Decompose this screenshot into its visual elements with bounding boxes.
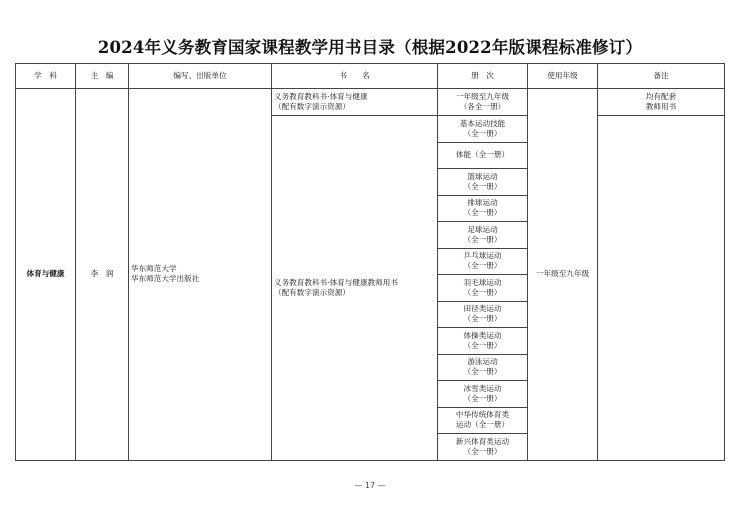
volume-cell: [438, 434, 528, 461]
volume-line: 中华传统体育类: [455, 410, 510, 419]
remark-cell-empty: [598, 116, 725, 461]
volume-line: 游泳运动: [467, 357, 498, 366]
book-name-cell: [272, 89, 438, 116]
page-number: — 17 —: [354, 481, 386, 490]
volume-cell: [438, 301, 528, 328]
grade-cell: 一年级至九年级: [528, 89, 598, 461]
volume-cell: [438, 222, 528, 249]
volume-line: 篮球运动: [467, 171, 498, 181]
volume-cell: [438, 169, 528, 196]
volume-cell: [438, 275, 528, 302]
header-subject: 学 科: [16, 64, 76, 89]
volume-cell: [438, 89, 528, 116]
volume-line: （全一册）: [463, 393, 502, 403]
subject-cell: 体育与健康: [16, 89, 76, 461]
book-name-line: （配有数字演示资源）: [274, 102, 350, 111]
publisher-cell: [129, 89, 272, 461]
table-row: [16, 89, 725, 116]
volume-line: （全一册）: [463, 128, 502, 138]
volume-line: 运动（全一册）: [455, 420, 510, 430]
volume-line: 体能（全一册）: [455, 150, 510, 160]
volume-line: （全一册）: [463, 208, 502, 218]
volume-cell: [438, 248, 528, 275]
book-name-line: （配有数字演示资源）: [274, 287, 350, 297]
volume-line: 体操类运动: [463, 330, 502, 340]
volume-line: 冰雪类运动: [463, 383, 502, 393]
volume-cell: [438, 116, 528, 143]
header-row: [16, 64, 725, 89]
header-editor: 主 编: [76, 64, 129, 89]
volume-line: （全一册）: [463, 181, 502, 191]
volume-cell: [438, 407, 528, 434]
volume-cell: [438, 195, 528, 222]
page-title: 2024年义务教育国家课程教学用书目录（根据2022年版课程标准修订）: [97, 38, 643, 57]
header-publisher: 编写、出版单位: [129, 64, 272, 89]
volume-line: （全一册）: [463, 446, 502, 456]
catalog-table: [15, 63, 725, 461]
volume-line: 乒乓球运动: [463, 251, 502, 260]
volume-cell: [438, 142, 528, 169]
volume-line: 一年级至九年级: [455, 91, 510, 101]
volume-line: 田径类运动: [463, 304, 502, 313]
book-name-cell: [272, 116, 438, 461]
header-volume: 册 次: [438, 64, 528, 89]
editor-cell: 李 润: [76, 89, 129, 461]
header-grade: 使用年级: [528, 64, 598, 89]
volume-line: （全一册）: [463, 367, 502, 377]
book-name-line: 义务教育教科书·体育与健康教师用书: [274, 277, 398, 287]
volume-line: 基本运动技能: [459, 118, 506, 128]
header-book-name: 书 名: [272, 64, 438, 89]
volume-line: （全一册）: [463, 314, 502, 324]
volume-line: （全一册）: [463, 234, 502, 244]
publisher-line: 华东师范大学出版社: [131, 274, 200, 284]
remark-line: 均有配套: [645, 91, 677, 101]
volume-line: （全一册）: [463, 340, 502, 350]
volume-line: （全一册）: [463, 287, 502, 297]
volume-line: （各全一册）: [459, 102, 506, 111]
header-remark: 备注: [598, 64, 725, 89]
book-name-line: 义务教育教科书·体育与健康: [274, 91, 368, 101]
volume-cell: [438, 328, 528, 355]
volume-cell: [438, 381, 528, 408]
volume-line: 排球运动: [467, 198, 498, 207]
volume-line: （全一册）: [463, 261, 502, 271]
volume-cell: [438, 354, 528, 381]
remark-cell: [598, 89, 725, 116]
volume-line: 足球运动: [467, 224, 498, 234]
volume-line: 新兴体育类运动: [455, 436, 510, 446]
volume-line: 羽毛球运动: [463, 277, 502, 287]
publisher-line: 华东师范大学: [131, 264, 177, 273]
remark-line: 教师用书: [645, 102, 677, 111]
